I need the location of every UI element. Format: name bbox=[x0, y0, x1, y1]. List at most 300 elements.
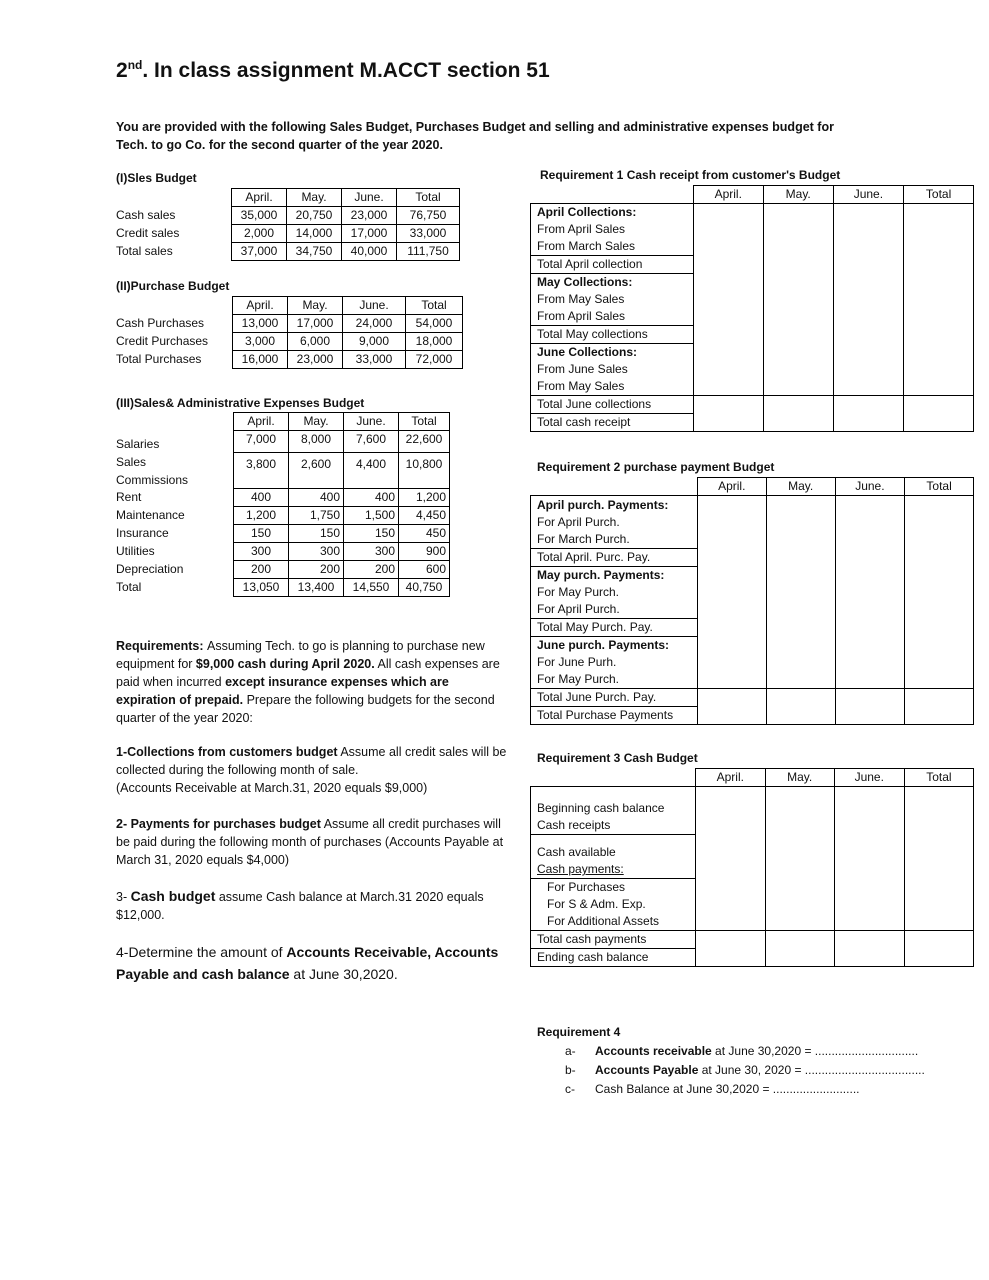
row-label bbox=[531, 931, 696, 949]
row-label-text: Total cash receipt bbox=[537, 415, 631, 429]
table-row bbox=[531, 913, 974, 931]
row-label bbox=[531, 879, 696, 897]
column-header: Total bbox=[904, 769, 973, 787]
req4-term: Accounts Payable bbox=[595, 1063, 699, 1077]
value-cell bbox=[763, 361, 833, 378]
value-cell bbox=[905, 689, 974, 707]
column-header: April. bbox=[693, 186, 763, 204]
value-cell bbox=[834, 835, 904, 862]
table-row bbox=[531, 654, 974, 671]
table-row bbox=[531, 707, 974, 725]
row-label-text: Ending cash balance bbox=[537, 950, 649, 964]
value-cell bbox=[835, 601, 905, 619]
column-header: Total bbox=[397, 189, 460, 207]
column-header: May. bbox=[288, 297, 343, 315]
value-cell bbox=[763, 326, 833, 344]
value-cell: 200 bbox=[234, 561, 289, 579]
row-label bbox=[531, 274, 694, 292]
row-label bbox=[531, 637, 698, 655]
value-cell: 1,200 bbox=[399, 489, 450, 507]
row-label-text: For June Purh. bbox=[537, 655, 617, 669]
value-cell: 900 bbox=[399, 543, 450, 561]
header-blank bbox=[113, 413, 234, 431]
value-cell bbox=[833, 361, 904, 378]
row-label bbox=[531, 549, 698, 567]
value-cell bbox=[905, 531, 974, 549]
value-cell: 76,750 bbox=[397, 207, 460, 225]
value-cell bbox=[763, 396, 833, 414]
header-row bbox=[531, 769, 974, 787]
value-cell: 1,500 bbox=[344, 507, 399, 525]
row-label bbox=[531, 654, 698, 671]
value-cell bbox=[905, 707, 974, 725]
value-cell bbox=[834, 949, 904, 967]
row-label-text: Total cash payments bbox=[537, 932, 647, 946]
table-row bbox=[531, 879, 974, 897]
value-cell bbox=[904, 913, 973, 931]
row-label bbox=[531, 913, 696, 931]
row-label bbox=[531, 787, 696, 818]
req4-item bbox=[565, 1080, 925, 1099]
value-cell bbox=[693, 204, 763, 222]
value-cell bbox=[765, 787, 834, 818]
value-cell bbox=[765, 835, 834, 862]
row-label-line: Sales bbox=[116, 454, 147, 469]
row-label bbox=[531, 689, 698, 707]
row-label-text: For Additional Assets bbox=[547, 914, 660, 928]
value-cell bbox=[765, 817, 834, 835]
table-row bbox=[113, 453, 450, 489]
value-cell bbox=[697, 637, 766, 655]
header-blank bbox=[531, 186, 694, 204]
table-row bbox=[113, 561, 450, 579]
row-label-text: Total May Purch. Pay. bbox=[537, 620, 653, 634]
value-cell bbox=[763, 308, 833, 326]
value-cell bbox=[693, 238, 763, 256]
value-cell bbox=[833, 396, 904, 414]
value-cell bbox=[905, 496, 974, 515]
header-row bbox=[531, 186, 974, 204]
value-cell bbox=[905, 514, 974, 531]
row-label-line: Commissions bbox=[116, 472, 189, 487]
value-cell bbox=[697, 671, 766, 689]
table-row bbox=[531, 308, 974, 326]
value-cell bbox=[763, 221, 833, 238]
value-cell bbox=[693, 361, 763, 378]
table-row bbox=[531, 361, 974, 378]
value-cell: 300 bbox=[234, 543, 289, 561]
value-cell bbox=[696, 817, 766, 835]
value-cell bbox=[765, 949, 834, 967]
table-row bbox=[531, 256, 974, 274]
value-cell bbox=[697, 654, 766, 671]
value-cell bbox=[697, 584, 766, 601]
row-label bbox=[531, 308, 694, 326]
value-cell: 200 bbox=[344, 561, 399, 579]
req4-title: Requirement 4 bbox=[537, 1025, 621, 1039]
value-cell bbox=[693, 396, 763, 414]
value-cell bbox=[766, 654, 835, 671]
value-cell: 450 bbox=[399, 525, 450, 543]
value-cell: 54,000 bbox=[406, 315, 463, 333]
row-label bbox=[531, 238, 694, 256]
value-cell: 22,600 bbox=[399, 431, 450, 453]
header-row bbox=[113, 297, 463, 315]
req1-title: Requirement 1 Cash receipt from customer's Budget bbox=[540, 168, 841, 182]
row-label bbox=[531, 378, 694, 396]
value-cell bbox=[693, 308, 763, 326]
value-cell bbox=[833, 221, 904, 238]
value-cell bbox=[904, 835, 973, 862]
table-row bbox=[531, 584, 974, 601]
value-cell bbox=[696, 835, 766, 862]
value-cell bbox=[697, 496, 766, 515]
row-label bbox=[531, 707, 698, 725]
table-row bbox=[531, 787, 974, 818]
row-label-text: April purch. Payments: bbox=[537, 498, 669, 512]
value-cell bbox=[763, 256, 833, 274]
row-label: Credit Purchases bbox=[116, 334, 209, 348]
value-cell bbox=[904, 931, 973, 949]
value-cell: 3,800 bbox=[234, 453, 289, 489]
value-cell bbox=[904, 274, 974, 292]
value-cell bbox=[904, 861, 973, 879]
value-cell bbox=[697, 514, 766, 531]
value-cell bbox=[763, 204, 833, 222]
value-cell bbox=[693, 378, 763, 396]
requirement-3-text: 3- Cash budget assume Cash balance at March.31 2020 equals $12,000. bbox=[116, 888, 484, 922]
value-cell bbox=[904, 949, 973, 967]
row-label: Cash sales bbox=[116, 208, 176, 222]
value-cell bbox=[904, 344, 974, 362]
row-label: Depreciation bbox=[116, 562, 184, 576]
column-header: May. bbox=[289, 413, 344, 431]
value-cell: 150 bbox=[289, 525, 344, 543]
value-cell bbox=[833, 344, 904, 362]
req4-text: Cash Balance at June 30,2020 = .......................... bbox=[595, 1082, 860, 1096]
value-cell bbox=[693, 256, 763, 274]
row-label bbox=[531, 861, 696, 879]
row-label-text: Cash payments: bbox=[537, 862, 624, 876]
value-cell: 40,750 bbox=[399, 579, 450, 597]
value-cell bbox=[693, 291, 763, 308]
row-label-text: Total April collection bbox=[537, 257, 643, 271]
value-cell bbox=[834, 861, 904, 879]
table-row bbox=[531, 637, 974, 655]
table-row bbox=[531, 601, 974, 619]
value-cell bbox=[697, 619, 766, 637]
row-label bbox=[531, 414, 694, 432]
row-label bbox=[531, 361, 694, 378]
row-label: Total sales bbox=[116, 244, 173, 258]
row-label bbox=[531, 567, 698, 585]
row-label-text: For May Purch. bbox=[537, 585, 620, 599]
value-cell bbox=[834, 896, 904, 913]
table-row bbox=[531, 817, 974, 835]
value-cell bbox=[766, 707, 835, 725]
value-cell bbox=[696, 931, 766, 949]
value-cell: 23,000 bbox=[288, 351, 343, 369]
value-cell bbox=[835, 637, 905, 655]
row-label-text: For Purchases bbox=[547, 880, 626, 894]
row-label-text: For April Purch. bbox=[537, 602, 620, 616]
row-label bbox=[531, 835, 696, 862]
row-label bbox=[531, 619, 698, 637]
req2-table bbox=[530, 477, 974, 725]
row-label-text: From May Sales bbox=[537, 292, 625, 306]
value-cell bbox=[904, 326, 974, 344]
row-label-text: June Collections: bbox=[537, 345, 638, 359]
value-cell bbox=[693, 221, 763, 238]
value-cell bbox=[835, 549, 905, 567]
column-header: May. bbox=[763, 186, 833, 204]
value-cell bbox=[833, 326, 904, 344]
table-row bbox=[531, 931, 974, 949]
value-cell bbox=[905, 549, 974, 567]
value-cell: 111,750 bbox=[397, 243, 460, 261]
requirement-4-text: 4-Determine the amount of Accounts Receivable, Accounts Payable and cash balance at June 30,2020. bbox=[116, 944, 499, 982]
table-row bbox=[531, 378, 974, 396]
value-cell bbox=[693, 274, 763, 292]
value-cell bbox=[765, 879, 834, 897]
value-cell bbox=[765, 931, 834, 949]
value-cell bbox=[904, 817, 973, 835]
table-row bbox=[113, 207, 460, 225]
req4-letter: c- bbox=[565, 1082, 575, 1096]
value-cell bbox=[904, 378, 974, 396]
value-cell bbox=[835, 689, 905, 707]
row-label-text: Beginning cash balance bbox=[537, 801, 665, 815]
column-header: April. bbox=[232, 189, 287, 207]
value-cell bbox=[835, 567, 905, 585]
req2-title: Requirement 2 purchase payment Budget bbox=[537, 460, 775, 474]
row-label-text: For March Purch. bbox=[537, 532, 630, 546]
value-cell bbox=[763, 414, 833, 432]
value-cell bbox=[693, 326, 763, 344]
row-label-text: Cash available bbox=[537, 845, 616, 859]
page-title: 2nd. In class assignment M.ACCT section 51 bbox=[116, 58, 550, 82]
intro-line-2: Tech. to go Co. for the second quarter of the year 2020. bbox=[116, 138, 443, 152]
table-row bbox=[531, 221, 974, 238]
intro-text bbox=[116, 118, 876, 154]
table-row bbox=[113, 507, 450, 525]
value-cell bbox=[697, 601, 766, 619]
value-cell bbox=[904, 238, 974, 256]
value-cell bbox=[833, 238, 904, 256]
value-cell: 40,000 bbox=[342, 243, 397, 261]
req3-table bbox=[530, 768, 974, 967]
column-header: Total bbox=[399, 413, 450, 431]
value-cell: 7,600 bbox=[344, 431, 399, 453]
row-label bbox=[531, 584, 698, 601]
row-label bbox=[531, 291, 694, 308]
value-cell: 10,800 bbox=[399, 453, 450, 489]
table-row bbox=[113, 579, 450, 597]
table-row bbox=[113, 543, 450, 561]
sales-budget-title: (I)Sles Budget bbox=[116, 171, 197, 185]
table-row bbox=[531, 238, 974, 256]
value-cell bbox=[835, 531, 905, 549]
value-cell bbox=[696, 861, 766, 879]
requirements-paragraph: Requirements: Assuming Tech. to go is planning to purchase new equipment for $9,000 cash during April 2020. All cash expenses are paid when incurred except insurance expenses which are expiration of prepaid. Prepare the following budgets for the second quarter of the year 2020: bbox=[116, 639, 500, 725]
column-header: Total bbox=[905, 478, 974, 496]
column-header: April. bbox=[696, 769, 766, 787]
value-cell: 14,550 bbox=[344, 579, 399, 597]
row-label-text: April Collections: bbox=[537, 205, 637, 219]
table-row bbox=[531, 274, 974, 292]
header-blank bbox=[531, 478, 698, 496]
table-row bbox=[113, 225, 460, 243]
row-label: Total bbox=[116, 580, 142, 594]
row-label: Rent bbox=[116, 490, 142, 504]
table-row bbox=[531, 689, 974, 707]
table-row bbox=[531, 204, 974, 222]
value-cell bbox=[904, 787, 973, 818]
value-cell bbox=[835, 619, 905, 637]
req4-letter: b- bbox=[565, 1063, 576, 1077]
value-cell bbox=[763, 238, 833, 256]
value-cell bbox=[835, 707, 905, 725]
row-label: Credit sales bbox=[116, 226, 180, 240]
row-label bbox=[531, 671, 698, 689]
row-label bbox=[531, 204, 694, 222]
column-header: June. bbox=[833, 186, 904, 204]
row-label: Cash Purchases bbox=[116, 316, 205, 330]
req3-title: Requirement 3 Cash Budget bbox=[537, 751, 698, 765]
value-cell bbox=[697, 567, 766, 585]
row-label-text: Total April. Purc. Pay. bbox=[537, 550, 651, 564]
value-cell bbox=[904, 361, 974, 378]
purchase-budget-title: (II)Purchase Budget bbox=[116, 279, 230, 293]
value-cell bbox=[766, 671, 835, 689]
value-cell bbox=[763, 344, 833, 362]
value-cell bbox=[765, 913, 834, 931]
table-row bbox=[531, 514, 974, 531]
table-row bbox=[531, 567, 974, 585]
value-cell bbox=[697, 689, 766, 707]
value-cell: 33,000 bbox=[343, 351, 406, 369]
column-header: Total bbox=[406, 297, 463, 315]
column-header: June. bbox=[342, 189, 397, 207]
value-cell bbox=[905, 637, 974, 655]
value-cell bbox=[833, 291, 904, 308]
header-row bbox=[113, 189, 460, 207]
table-row bbox=[531, 549, 974, 567]
value-cell bbox=[765, 896, 834, 913]
row-label bbox=[531, 256, 694, 274]
value-cell bbox=[696, 913, 766, 931]
value-cell bbox=[763, 291, 833, 308]
intro-line-1: You are provided with the following Sales Budget, Purchases Budget and selling and administrative expenses budget for bbox=[116, 120, 834, 134]
value-cell: 150 bbox=[234, 525, 289, 543]
column-header: May. bbox=[766, 478, 835, 496]
value-cell: 200 bbox=[289, 561, 344, 579]
value-cell: 2,600 bbox=[289, 453, 344, 489]
row-label bbox=[531, 949, 696, 967]
header-row bbox=[113, 413, 450, 431]
value-cell bbox=[905, 584, 974, 601]
table-row bbox=[113, 489, 450, 507]
value-cell bbox=[697, 549, 766, 567]
value-cell bbox=[904, 879, 973, 897]
table-row bbox=[531, 496, 974, 515]
value-cell bbox=[766, 549, 835, 567]
row-label-text: May purch. Payments: bbox=[537, 568, 665, 582]
table-row bbox=[531, 414, 974, 432]
value-cell: 300 bbox=[289, 543, 344, 561]
table-row bbox=[531, 619, 974, 637]
value-cell: 400 bbox=[234, 489, 289, 507]
row-label-text: From May Sales bbox=[537, 379, 625, 393]
table-row bbox=[531, 326, 974, 344]
row-label-text: Total June Purch. Pay. bbox=[537, 690, 657, 704]
value-cell bbox=[835, 514, 905, 531]
row-label bbox=[531, 396, 694, 414]
value-cell: 16,000 bbox=[233, 351, 288, 369]
value-cell bbox=[835, 496, 905, 515]
value-cell bbox=[835, 671, 905, 689]
value-cell bbox=[696, 896, 766, 913]
req4-item bbox=[565, 1042, 925, 1061]
table-row bbox=[113, 525, 450, 543]
value-cell: 4,450 bbox=[399, 507, 450, 525]
value-cell bbox=[696, 879, 766, 897]
value-cell bbox=[834, 931, 904, 949]
row-label: Maintenance bbox=[116, 508, 185, 522]
value-cell: 35,000 bbox=[232, 207, 287, 225]
column-header: June. bbox=[343, 297, 406, 315]
value-cell bbox=[904, 396, 974, 414]
column-header: April. bbox=[234, 413, 289, 431]
value-cell: 6,000 bbox=[288, 333, 343, 351]
value-cell bbox=[904, 414, 974, 432]
table-row bbox=[531, 531, 974, 549]
value-cell bbox=[693, 344, 763, 362]
value-cell: 34,750 bbox=[287, 243, 342, 261]
value-cell bbox=[696, 949, 766, 967]
row-label-text: Total June collections bbox=[537, 397, 652, 411]
column-header: June. bbox=[835, 478, 905, 496]
value-cell bbox=[904, 221, 974, 238]
value-cell: 3,000 bbox=[233, 333, 288, 351]
req4-term: Accounts receivable bbox=[595, 1044, 712, 1058]
req4-item bbox=[565, 1061, 925, 1080]
value-cell: 9,000 bbox=[343, 333, 406, 351]
row-label-text: From April Sales bbox=[537, 222, 626, 236]
value-cell: 400 bbox=[344, 489, 399, 507]
value-cell bbox=[693, 414, 763, 432]
sa-budget-title: (III)Sales& Administrative Expenses Budget bbox=[116, 396, 365, 410]
column-header: Total bbox=[904, 186, 974, 204]
value-cell: 23,000 bbox=[342, 207, 397, 225]
value-cell bbox=[905, 601, 974, 619]
value-cell: 1,200 bbox=[234, 507, 289, 525]
table-row bbox=[531, 835, 974, 862]
value-cell bbox=[766, 496, 835, 515]
row-label-text: Total May collections bbox=[537, 327, 648, 341]
value-cell bbox=[904, 308, 974, 326]
value-cell bbox=[835, 584, 905, 601]
row-label bbox=[531, 326, 694, 344]
row-label-text: For May Purch. bbox=[537, 672, 620, 686]
value-cell bbox=[834, 787, 904, 818]
value-cell: 24,000 bbox=[343, 315, 406, 333]
row-label: Total Purchases bbox=[116, 352, 202, 366]
value-cell bbox=[697, 707, 766, 725]
req4-text: at June 30, 2020 = .................................... bbox=[698, 1063, 925, 1077]
value-cell bbox=[834, 913, 904, 931]
row-label-text: From June Sales bbox=[537, 362, 628, 376]
